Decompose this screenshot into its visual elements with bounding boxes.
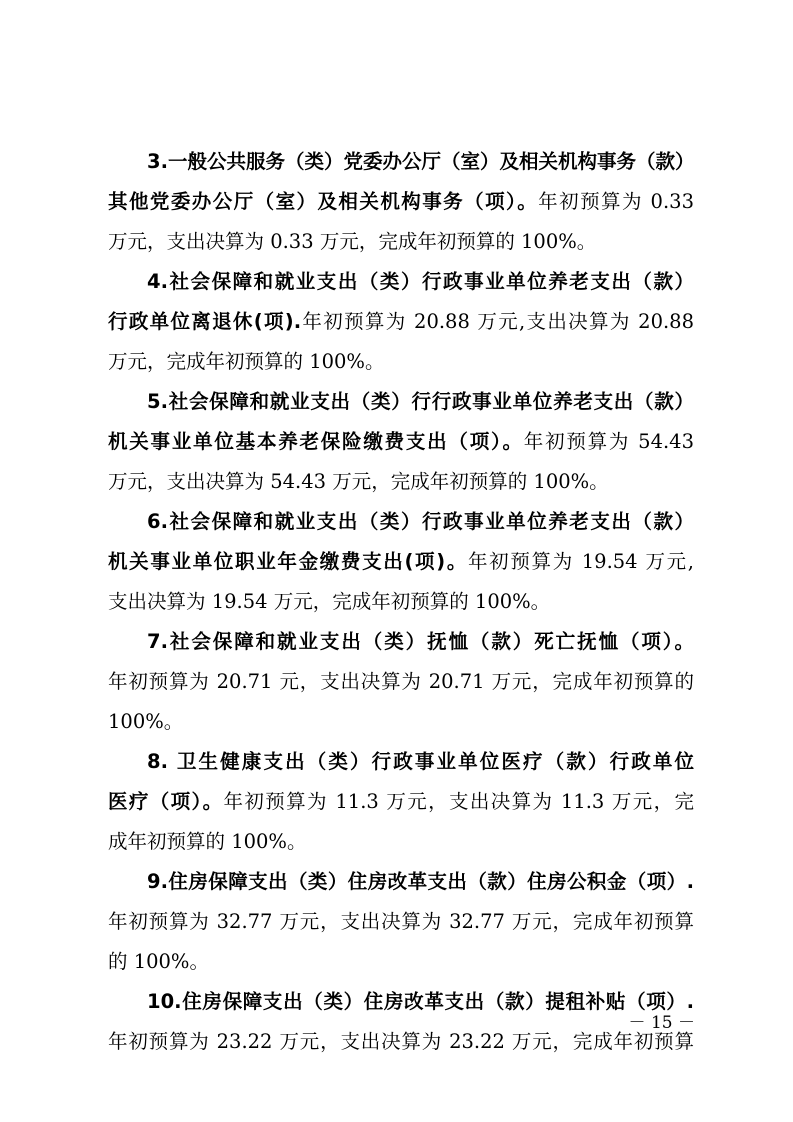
page-body [108,148,694,1068]
text-line [108,668,694,696]
body-text: 年初预算为 54.43 [523,430,694,453]
heading-text: 8. 卫生健康支出（类）行政事业单位医疗（款）行政单位 [147,750,694,773]
text-line [108,548,694,576]
paragraph [108,148,694,256]
text-line [108,348,694,376]
paragraph [108,268,694,376]
text-line [108,508,694,536]
heading-text: 医疗（项）。 [108,790,224,813]
body-text: 年初预算为 19.54 万元, [468,550,694,573]
text-line [108,148,694,176]
text-line [108,388,694,416]
paragraph [108,628,694,736]
text-line [108,908,694,936]
text-line [108,468,694,496]
text-line [108,268,694,296]
text-line [108,308,694,336]
text-line [108,748,694,776]
paragraph [108,988,694,1056]
text-line [108,228,694,256]
text-line [108,788,694,816]
text-line [108,988,694,1016]
text-line [108,628,694,656]
body-text: 万元，完成年初预算的 100%。 [108,350,385,373]
text-line [108,828,694,856]
paragraph [108,748,694,856]
heading-text: 7.社会保障和就业支出（类）抚恤（款）死亡抚恤（项）。 [147,630,694,653]
heading-text: 3.一般公共服务（类）党委办公厅（室）及相关机构事务（款） [147,150,694,173]
body-text: 年初预算为 23.22 万元，支出决算为 23.22 万元，完成年初预算 [108,1030,694,1053]
heading-text: 5.社会保障和就业支出（类）行行政事业单位养老支出（款） [147,390,694,413]
heading-text: 10.住房保障支出（类）住房改革支出（款）提租补贴（项）. [147,990,694,1013]
heading-text: 机关事业单位基本养老保险缴费支出（项）。 [108,430,524,453]
heading-text: 机关事业单位职业年金缴费支出(项)。 [108,550,468,573]
paragraph [108,508,694,616]
text-line [108,868,694,896]
heading-text: 9.住房保障支出（类）住房改革支出（款）住房公积金（项）. [147,870,694,893]
body-text: 成年初预算的 100%。 [108,830,307,853]
body-text: 年初预算为 20.71 元，支出决算为 20.71 万元，完成年初预算的 [108,670,694,693]
heading-text: 4.社会保障和就业支出（类）行政事业单位养老支出（款） [147,270,694,293]
body-text: 年初预算为 20.88 万元,支出决算为 20.88 [301,310,694,333]
body-text: 的 100%。 [108,950,209,973]
body-text: 年初预算为 0.33 [538,190,694,213]
paragraph [108,868,694,976]
heading-text: 行政单位离退休(项). [108,310,302,333]
text-line [108,708,694,736]
paragraph [108,388,694,496]
body-text: 100%。 [108,710,184,733]
text-line [108,188,694,216]
body-text: 万元，支出决算为 0.33 万元，完成年初预算的 100%。 [108,230,597,253]
text-line [108,948,694,976]
body-text: 支出决算为 19.54 万元，完成年初预算的 100%。 [108,590,551,613]
text-line [108,588,694,616]
page-number: － 15 － [628,1013,695,1033]
text-line [108,1028,694,1056]
body-text: 年初预算为 32.77 万元，支出决算为 32.77 万元，完成年初预算 [108,910,694,933]
body-text: 万元，支出决算为 54.43 万元，完成年初预算的 100%。 [108,470,609,493]
text-line [108,428,694,456]
heading-text: 6.社会保障和就业支出（类）行政事业单位养老支出（款） [147,510,694,533]
heading-text: 其他党委办公厅（室）及相关机构事务（项）。 [108,190,539,213]
body-text: 年初预算为 11.3 万元，支出决算为 11.3 万元，完 [223,790,694,813]
